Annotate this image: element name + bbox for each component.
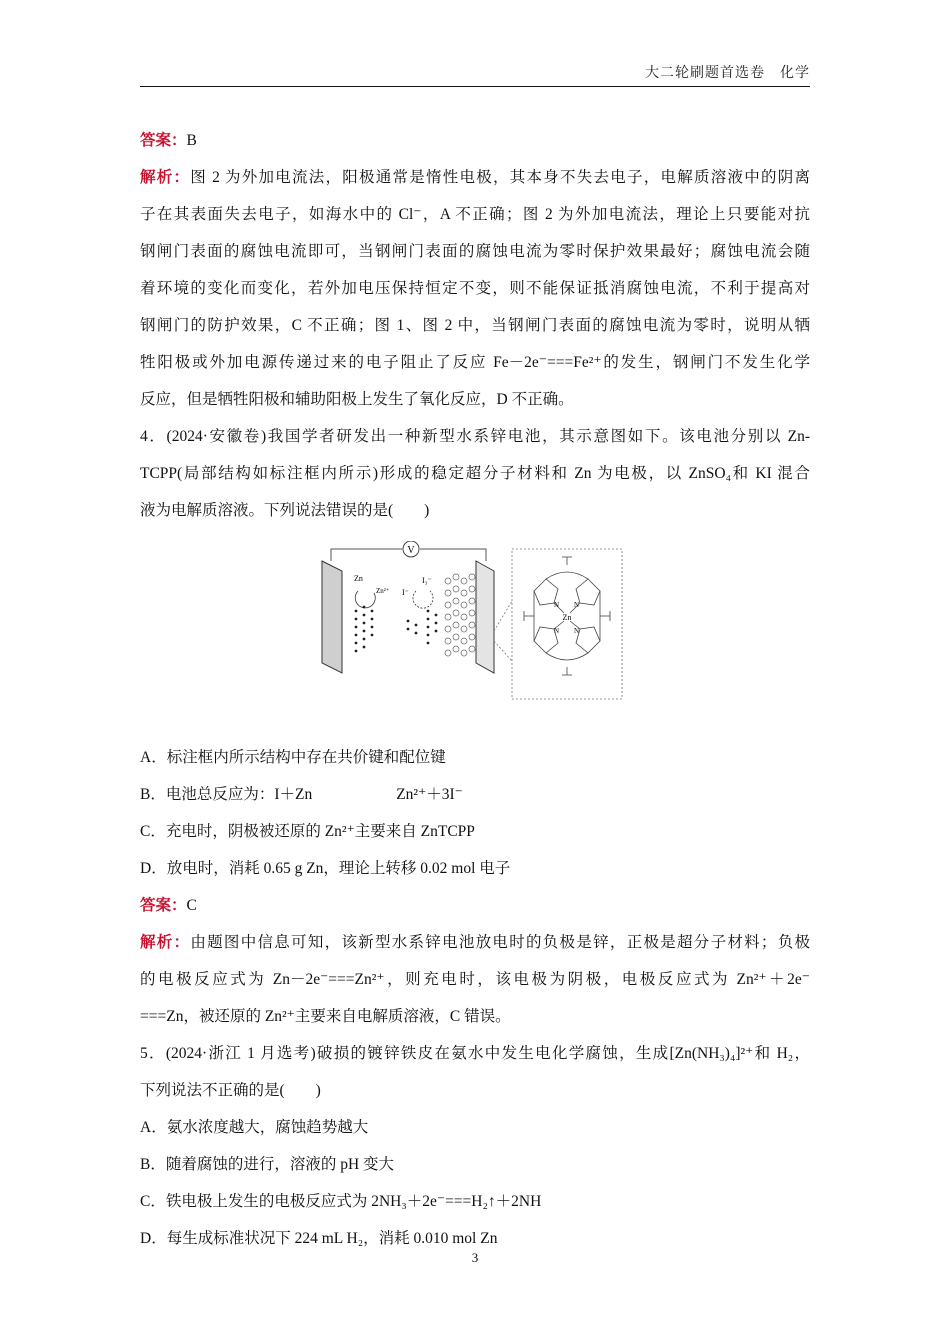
q5-stem-line-2: 下列说法不正确的是( ) [140,1082,321,1099]
q3-analysis-line-4: 着环境的变化而变化，若外加电压保持恒定不变，则不能保证抵消腐蚀电流，不利于提高对 [140,280,810,297]
wire-left [331,549,402,561]
q4-answer: C [186,897,197,914]
q4-option-b [140,776,810,813]
ion-dots-left [355,606,374,653]
ion-dots-middle [407,610,438,645]
lattice-structure [445,574,475,656]
q4-analysis-text: 由题图中信息可知，该新型水系锌电池放电时的负极是锌，正极是超分子材料；负极 [190,934,810,951]
q4-option-d: D．放电时，消耗 0.65 g Zn，理论上转移 0.02 mol 电子 [140,860,511,877]
i3-minus-label: I₃⁻ [422,576,432,585]
callout-line-bottom [494,641,512,661]
n-label-3: N [554,627,560,635]
n-label-2: N [574,601,580,609]
page-number: 3 [471,1250,479,1265]
page-content [140,122,810,1257]
zn2-label: Zn²⁺ [376,587,390,595]
q3-analysis-line-1 [140,159,810,196]
wire-right [420,549,486,561]
q3-analysis-label: 解析： [140,169,191,186]
iodide-cycle-arrow [413,591,433,608]
q4-stem-line-2: TCPP(局部结构如标注框内所示)形成的稳定超分子材料和 Zn 为电极，以 ZnSO₄和 KI 混合 [140,465,810,482]
q5-option-a: A．氨水浓度越大，腐蚀趋势越大 [140,1119,369,1136]
q3-analysis-text: 图 2 为外加电流法，阳极通常是惰性电极，其本身不失去电子，电解质溶液中的阴离 [190,169,810,186]
q3-answer: B [186,132,197,149]
q4-stem-line-3: 液为电解质溶液。下列说法错误的是( ) [140,502,430,519]
q3-answer-line [140,122,810,159]
q4-option-b-right: Zn²⁺＋3I⁻ [396,786,463,803]
battery-figure [140,533,810,733]
battery-diagram [318,541,630,707]
q5-option-b: B．随着腐蚀的进行，溶液的 pH 变大 [140,1156,395,1173]
q5-stem-line-1: 5．(2024·浙江 1 月选考)破损的镀锌铁皮在氨水中发生电化学腐蚀，生成[Zn(NH₃)₄]²⁺和 H₂， [140,1045,810,1062]
q3-analysis-line-3: 钢闸门表面的腐蚀电流即可，当钢闸门表面的腐蚀电流为零时保护效果最好；腐蚀电流会随 [140,243,810,260]
zn-label: Zn [354,574,363,583]
annotation-box [512,549,622,699]
callout-line-top [494,601,512,631]
q4-option-c: C．充电时，阴极被还原的 Zn²⁺主要来自 ZnTCPP [140,823,475,840]
supramolecular-electrode [476,561,494,673]
q3-analysis-line-6: 牲阳极或外加电源传递过来的电子阻止了反应 Fe－2e⁻===Fe²⁺的发生，钢闸门不发生化学 [140,354,810,371]
q3-analysis-line-2: 子在其表面失去电子，如海水中的 Cl⁻，A 不正确；图 2 为外加电流法，理论上只要能对抗 [140,206,810,223]
voltmeter-label: V [407,545,415,556]
q4-option-b-left: B．电池总反应为：I＋Zn [140,786,313,803]
q4-analysis-line-1 [140,924,810,961]
q5-option-c: C．铁电极上发生的电极反应式为 2NH₃＋2e⁻===H₂↑＋2NH [140,1193,542,1210]
zn-cycle-arrow [355,591,375,608]
header-rule [140,86,810,87]
n-label-1: N [554,601,560,609]
zn-center-label: Zn [562,613,572,622]
q3-analysis-line-5: 钢闸门的防护效果，C 不正确；图 1、图 2 中，当钢闸门表面的腐蚀电流为零时，说明从牺 [140,317,810,334]
q4-analysis-line-2: 的电极反应式为 Zn－2e⁻===Zn²⁺，则充电时，该电极为阴极，电极反应式为 Zn²⁺＋2e⁻ [140,971,810,988]
q4-analysis-label: 解析： [140,934,191,951]
q4-stem-line-1: 4．(2024·安徽卷)我国学者研发出一种新型水系锌电池，其示意图如下。该电池分别以 Zn- [140,428,810,445]
q5-option-d: D．每生成标准状况下 224 mL H₂，消耗 0.010 mol Zn [140,1230,498,1247]
q3-answer-label: 答案： [140,132,187,149]
page-header: 大二轮刷题首选卷 化学 [645,66,810,81]
n-label-4: N [574,627,580,635]
q4-analysis-line-3: ===Zn，被还原的 Zn²⁺主要来自电解质溶液，C 错误。 [140,1008,511,1025]
q4-answer-label: 答案： [140,897,187,914]
zinc-electrode [322,561,342,673]
q4-answer-line [140,887,810,924]
q4-option-a: A．标注框内所示结构中存在共价键和配位键 [140,749,446,766]
i-minus-label: I⁻ [402,588,409,597]
q3-analysis-line-7: 反应，但是牺牲阳极和辅助阳极上发生了氧化反应，D 不正确。 [140,391,574,408]
